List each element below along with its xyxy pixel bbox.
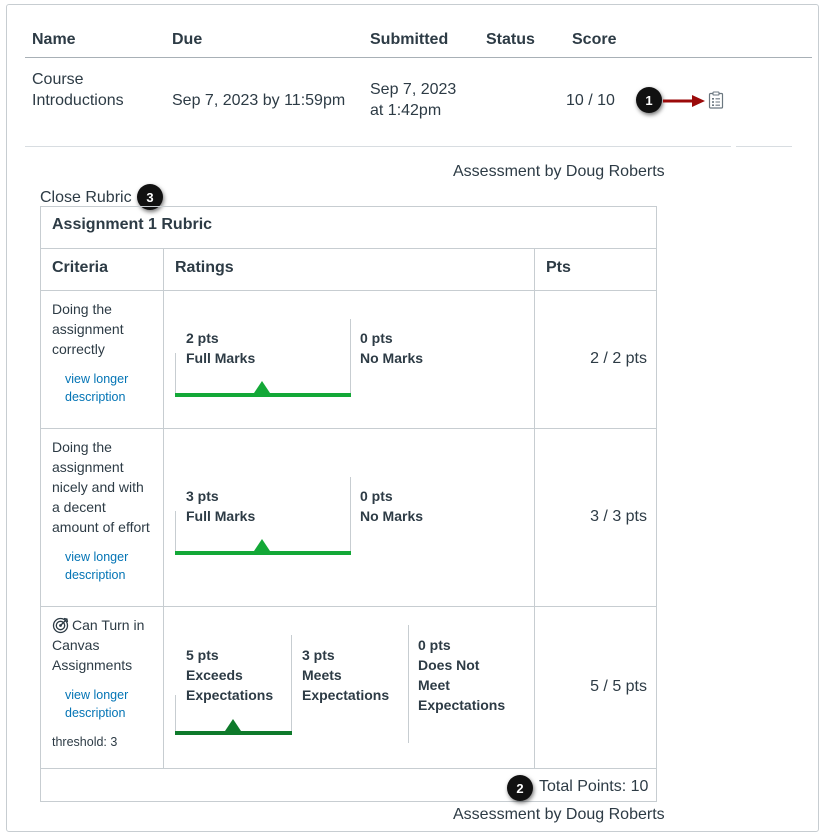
rating-no-marks[interactable]	[360, 486, 423, 526]
criterion-score: 2 / 2 pts	[590, 350, 647, 367]
criterion-line: amount of effort	[52, 519, 150, 535]
header-submitted: Submitted	[370, 31, 449, 48]
rubric-divider	[163, 248, 164, 768]
rating-label: Meets	[302, 667, 342, 683]
rating-does-not-meet[interactable]	[418, 635, 505, 715]
total-points: Total Points: 10	[539, 778, 649, 795]
link-line[interactable]: view longer	[65, 550, 129, 564]
submitted-line1: Sep 7, 2023	[370, 81, 457, 98]
view-longer-description-link[interactable]	[65, 686, 145, 722]
rating-label: Expectations	[302, 687, 390, 703]
header-name: Name	[32, 31, 76, 48]
criterion-score: 5 / 5 pts	[590, 678, 647, 695]
score-value: 10 / 10	[566, 92, 615, 109]
rating-pts: 3 pts	[186, 488, 219, 504]
header-score: Score	[572, 31, 617, 48]
rating-label: Expectations	[186, 687, 274, 703]
rating-label: Full Marks	[186, 508, 256, 524]
criterion-line: Doing the	[52, 301, 112, 317]
rating-label: Does Not	[418, 657, 480, 673]
assessment-by-top: Assessment by Doug Roberts	[453, 163, 665, 180]
criterion-score: 3 / 3 pts	[590, 508, 647, 525]
rating-pts: 3 pts	[302, 647, 335, 663]
header-due: Due	[172, 31, 203, 48]
criterion-line: Assignments	[52, 657, 133, 673]
rating-meets-expectations[interactable]	[302, 645, 389, 705]
callout-1: 1	[636, 87, 662, 113]
rubric-divider	[534, 248, 535, 768]
link-line[interactable]: description	[65, 568, 126, 582]
criterion-line: correctly	[52, 341, 105, 357]
criterion-description	[52, 615, 160, 675]
selected-rating-marker	[254, 381, 270, 393]
rubric-divider	[41, 428, 656, 429]
selected-rating-bar	[175, 393, 351, 397]
rating-divider	[291, 635, 292, 735]
rating-divider	[175, 695, 176, 735]
rating-divider	[350, 477, 351, 555]
rating-full-marks[interactable]	[186, 486, 255, 526]
submitted-date	[370, 79, 456, 121]
header-status: Status	[486, 31, 535, 48]
rubric-title: Assignment 1 Rubric	[52, 216, 213, 233]
link-line[interactable]: description	[65, 706, 126, 720]
rubric-divider	[41, 768, 656, 769]
criterion-description	[52, 299, 160, 359]
rubric-divider	[41, 606, 656, 607]
rating-divider	[175, 511, 176, 555]
grades-panel	[6, 4, 819, 832]
selected-rating-bar	[175, 731, 292, 735]
callout-3: 3	[137, 184, 163, 210]
rating-no-marks[interactable]	[360, 328, 423, 368]
due-date: Sep 7, 2023 by 11:59pm	[172, 92, 346, 109]
criterion-line: Canvas	[52, 637, 100, 653]
rating-divider	[175, 353, 176, 397]
criterion-line: assignment	[52, 321, 124, 337]
rating-pts: 0 pts	[360, 330, 393, 346]
row-divider-end	[736, 146, 792, 147]
assessment-by-bottom: Assessment by Doug Roberts	[453, 806, 665, 823]
callout-2: 2	[507, 775, 533, 801]
rating-divider	[408, 625, 409, 743]
rating-label: Exceeds	[186, 667, 243, 683]
close-rubric-link[interactable]: Close Rubric	[40, 189, 132, 206]
rubric-table	[40, 206, 657, 802]
criterion-line: nicely and with	[52, 479, 144, 495]
criteria-header: Criteria	[52, 259, 109, 276]
rating-pts: 0 pts	[418, 637, 451, 653]
criterion-description	[52, 437, 160, 537]
assignment-link[interactable]	[32, 69, 124, 111]
view-longer-description-link[interactable]	[65, 548, 145, 584]
rubric-divider	[41, 290, 656, 291]
right-arrow	[661, 92, 707, 110]
submitted-line2: at 1:42pm	[370, 102, 442, 119]
rating-divider	[350, 319, 351, 397]
link-line[interactable]: description	[65, 390, 126, 404]
pts-header: Pts	[546, 259, 571, 276]
view-longer-description-link[interactable]	[65, 370, 145, 406]
row-divider	[25, 146, 731, 147]
rating-pts: 2 pts	[186, 330, 219, 346]
assignment-name-line2[interactable]: Introductions	[32, 92, 124, 109]
rating-label: Expectations	[418, 697, 506, 713]
header-divider	[25, 57, 812, 58]
rating-label: No Marks	[360, 350, 424, 366]
rating-pts: 5 pts	[186, 647, 219, 663]
rating-label: Full Marks	[186, 350, 256, 366]
rubric-divider	[41, 248, 656, 249]
criterion-line: a decent	[52, 499, 106, 515]
rating-label: Meet	[418, 677, 450, 693]
assignment-name-line1[interactable]: Course	[32, 71, 84, 88]
criterion-line: assignment	[52, 459, 124, 475]
rating-exceeds-expectations[interactable]	[186, 645, 273, 705]
rating-label: No Marks	[360, 508, 424, 524]
clipboard-list-icon[interactable]	[708, 91, 724, 109]
rating-full-marks[interactable]	[186, 328, 255, 368]
link-line[interactable]: view longer	[65, 688, 129, 702]
ratings-header: Ratings	[175, 259, 234, 276]
selected-rating-bar	[175, 551, 351, 555]
selected-rating-marker	[254, 539, 270, 551]
criterion-line: Doing the	[52, 439, 112, 455]
link-line[interactable]: view longer	[65, 372, 129, 386]
selected-rating-marker	[225, 719, 241, 731]
criterion-line: Can Turn in	[72, 617, 145, 633]
rating-pts: 0 pts	[360, 488, 393, 504]
threshold-text: threshold: 3	[52, 735, 118, 749]
